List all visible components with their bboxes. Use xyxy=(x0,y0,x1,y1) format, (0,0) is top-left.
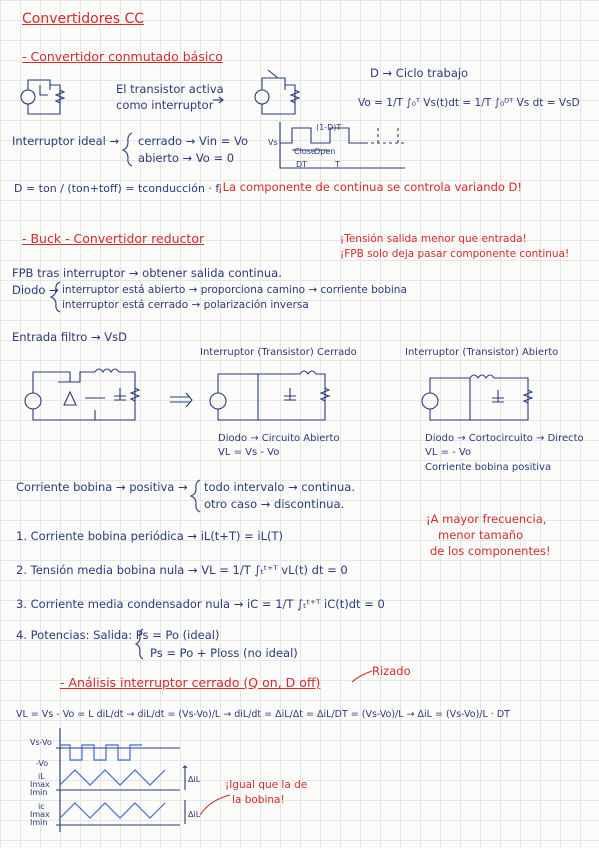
red-note-same-1: ¡Igual que la de xyxy=(225,779,308,791)
open-note-vl: VL = - Vo xyxy=(425,447,472,458)
wave-one-minus-d: (1-D)T xyxy=(316,123,342,132)
red-note-lpf: ¡FPB solo deja pasar componente continua! xyxy=(340,248,570,260)
graph-label-imax-c: Imax xyxy=(30,810,50,819)
d-formula: D = ton / (ton+toff) = tconducción · f xyxy=(14,182,220,195)
section-heading-basic: - Convertidor conmutado básico xyxy=(22,49,223,64)
list-item-1: 1. Corriente bobina periódica → iL(t+T) = iL(T) xyxy=(16,529,284,543)
graph-delta-ic: ΔiL xyxy=(188,810,201,819)
red-note-same-2: la bobina! xyxy=(232,794,285,806)
analysis-graphs xyxy=(56,728,187,832)
wave-open: Open xyxy=(314,147,336,156)
diode-case-open: interruptor está abierto → proporciona camino → corriente bobina xyxy=(62,284,407,296)
diode-case-closed: interruptor está cerrado → polarización inversa xyxy=(62,299,309,311)
graph-label-imin: Imin xyxy=(30,788,48,797)
list-item-2: 2. Tensión media bobina nula → VL = 1/T ∫ₜᵗ⁺ᵀ vL(t) dt = 0 xyxy=(16,563,348,577)
red-note-lower-voltage: ¡Tensión salida menor que entrada! xyxy=(340,233,527,245)
page-title: Convertidores CC xyxy=(22,11,145,27)
vo-formula: Vo = 1/T ∫₀ᵀ Vs(t)dt = 1/T ∫₀ᴰᵀ Vs dt = VsD xyxy=(358,97,580,109)
list-item-3: 3. Corriente media condensador nula → iC = 1/T ∫ₜᵗ⁺ᵀ iC(t)dt = 0 xyxy=(16,597,385,611)
graph-label-imax: Imax xyxy=(30,780,50,789)
coil-case-discontinuous: otro caso → discontinua. xyxy=(204,497,345,511)
red-freq-1: ¡A mayor frecuencia, xyxy=(426,512,547,526)
rizado-label: Rizado xyxy=(372,664,411,678)
duty-label: D → Ciclo trabajo xyxy=(370,66,469,80)
wave-t: T xyxy=(335,160,340,169)
ideal-case-open: abierto → Vo = 0 xyxy=(138,151,235,165)
buck-circuit-1 xyxy=(25,369,139,420)
buck-circuit-2 xyxy=(210,371,329,420)
open-note-current: Corriente bobina positiva xyxy=(425,462,552,473)
list-item-4: 4. Potencias: Salida: Ps = Po (ideal) xyxy=(16,628,220,642)
red-note-dc: ¡La componente de continua se controla variando D! xyxy=(218,180,523,194)
graph-label-imin-c: Imin xyxy=(30,818,48,827)
wave-close: Close xyxy=(294,147,316,156)
graph-label-neg-vo: -Vo xyxy=(36,759,49,768)
wave-vs: Vs xyxy=(268,138,278,147)
list-item-4b: Ps = Po + Ploss (no ideal) xyxy=(150,646,298,660)
section-heading-buck: - Buck - Convertidor reductor xyxy=(22,231,205,246)
graph-label-ic: ic xyxy=(38,802,45,811)
red-freq-2: menor tamaño xyxy=(438,528,524,542)
closed-note-vl: VL = Vs - Vo xyxy=(218,447,280,458)
switch-desc-2: como interruptor xyxy=(116,98,214,112)
basic-circuit-icon xyxy=(21,80,64,114)
ideal-label: Interruptor ideal → xyxy=(12,134,120,148)
wave-dt: DT xyxy=(296,160,308,169)
graph-delta-il: ΔiL xyxy=(188,775,201,784)
switch-desc-1: El transistor activa xyxy=(116,82,224,96)
basic-circuit-switch-icon xyxy=(255,70,299,114)
closed-note-diode: Diodo → Circuito Abierto xyxy=(218,433,340,444)
diode-label: Diodo → xyxy=(12,283,59,297)
coil-case-continuous: todo intervalo → continua. xyxy=(204,480,355,494)
graph-label-vs-vo: Vs-Vo xyxy=(30,738,52,747)
fpb-line: FPB tras interruptor → obtener salida continua. xyxy=(12,266,282,280)
buck-circuit-3 xyxy=(422,375,532,420)
closed-title: Interruptor (Transistor) Cerrado xyxy=(200,347,357,358)
coil-current-label: Corriente bobina → positiva → xyxy=(16,480,188,494)
filter-input: Entrada filtro → VsD xyxy=(12,330,127,344)
graph-label-il: iL xyxy=(38,772,45,781)
analysis-equation: VL = Vs - Vo = L diL/dt → diL/dt = (Vs-Vo)/L → diL/dt = ΔiL/Δt = ΔiL/DT = (Vs-Vo)/L → ΔiL = (Vs-Vo)/L · DT xyxy=(16,709,510,720)
section-heading-analysis: - Análisis interruptor cerrado (Q on, D off) xyxy=(60,675,321,690)
open-title: Interruptor (Transistor) Abierto xyxy=(405,347,559,358)
red-freq-3: de los componentes! xyxy=(430,544,551,558)
open-note-diode: Diodo → Cortocircuito → Directo xyxy=(425,433,584,444)
ideal-case-closed: cerrado → Vin = Vo xyxy=(138,134,249,148)
